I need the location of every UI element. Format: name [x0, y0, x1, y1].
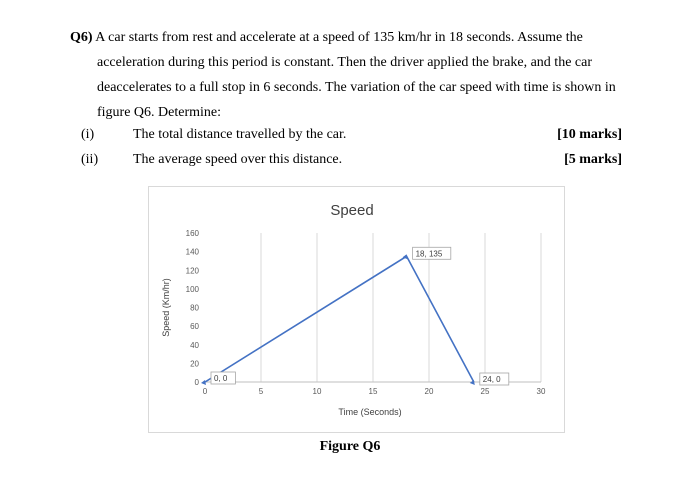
y-tick-label: 140 — [185, 247, 199, 257]
figure-caption: Figure Q6 — [319, 439, 381, 454]
y-tick-label: 100 — [185, 284, 199, 294]
question-number: Q6) — [70, 30, 93, 45]
speed-chart — [148, 186, 565, 433]
data-label: 18, 135 — [415, 249, 443, 259]
x-tick-label: 5 — [258, 387, 264, 396]
x-tick-label: 0 — [202, 387, 208, 396]
question-line-1 — [70, 25, 630, 50]
x-tick-label: 30 — [536, 387, 546, 396]
part-i-marks: [10 marks] — [557, 127, 622, 142]
speed-chart-svg — [149, 187, 564, 432]
part-ii-marks: [5 marks] — [564, 152, 622, 167]
part-i-number: (i) — [81, 127, 95, 142]
question-text-line-2: acceleration during this period is constant. Then the driver applied the brake, and the car — [97, 55, 593, 70]
chart-title: Speed — [330, 202, 374, 219]
x-tick-label: 20 — [424, 387, 434, 396]
question-text-line-4: figure Q6. Determine: — [97, 105, 222, 120]
x-tick-label: 10 — [312, 387, 322, 396]
y-tick-label: 40 — [190, 340, 199, 350]
x-tick-label: 25 — [480, 387, 490, 396]
chart-x-axis-label: Time (Seconds) — [338, 407, 402, 417]
data-label: 24, 0 — [482, 375, 501, 384]
part-ii-text: The average speed over this distance. — [133, 152, 343, 167]
y-tick-label: 160 — [185, 229, 199, 238]
part-i-text: The total distance travelled by the car. — [133, 127, 347, 142]
y-tick-label: 120 — [185, 266, 199, 276]
y-tick-label: 20 — [190, 359, 199, 369]
data-label: 0, 0 — [214, 374, 228, 383]
data-point-marker — [201, 380, 206, 385]
x-tick-label: 15 — [368, 387, 378, 396]
y-tick-label: 60 — [190, 322, 199, 332]
series-line — [205, 256, 474, 382]
chart-y-axis-label: Speed (Km/hr) — [161, 278, 171, 337]
question-text-line-1: A car starts from rest and accelerate at a speed of 135 km/hr in 18 seconds. Assume the — [95, 30, 583, 45]
question-text-line-3: deaccelerates to a full stop in 6 seconds. The variation of the car speed with time is shown in — [97, 80, 616, 95]
part-ii-number: (ii) — [81, 152, 99, 167]
y-tick-label: 80 — [190, 303, 199, 313]
y-tick-label: 0 — [194, 378, 199, 387]
